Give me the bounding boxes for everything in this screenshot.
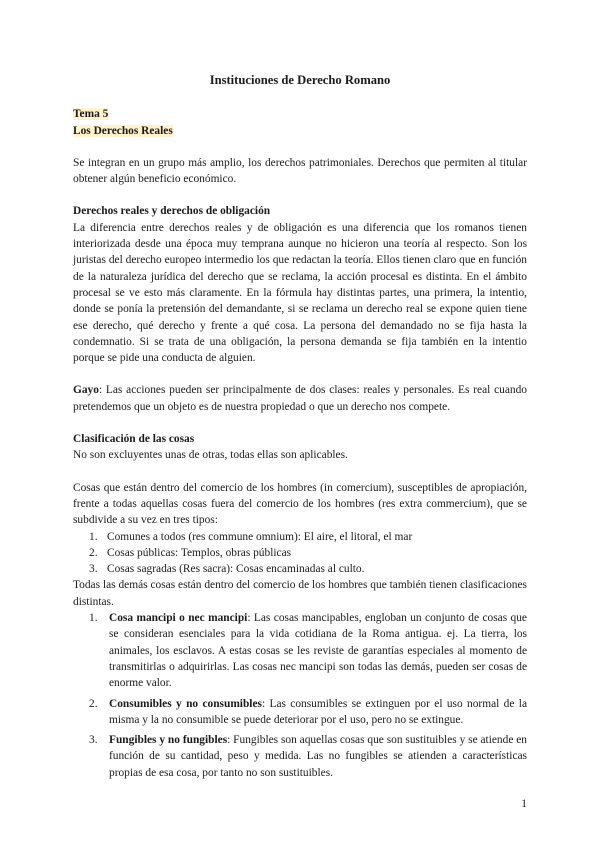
list-item-text: : Las cosas mancipables, engloban un conjunto de cosas que se consideran esenciales para la vida cotidiana de la Roma antigua. ej. La tierra, los animales, los esclavos. A estas cosas se les reviste de garantías especiales al momento de transmitirlas o adquirirlas. Las cosas nec mancipi son todas las demás, pueden ser cosas de enorme valor. bbox=[109, 612, 527, 690]
list-item-term: Cosa mancipi o nec mancipi bbox=[109, 612, 248, 625]
list-item bbox=[73, 561, 527, 577]
section-heading-clasificacion: Clasificación de las cosas bbox=[73, 433, 195, 446]
tema-number-text: Tema 5 bbox=[73, 108, 109, 121]
clasificacion-paragraph-2: Todas las demás cosas están dentro del comercio de los hombres que también tienen clasificaciones distintas. bbox=[73, 579, 527, 608]
list-item-text: : Fungibles son aquellas cosas que son sustituibles y se atiende en función de su cantidad, peso y medida. Las no fungibles se atienden a características propias de esa cosa, por tanto no son sustituibles. bbox=[109, 734, 528, 779]
list-item-text: Comunes a todos (res commune omnium): El aire, el litoral, el mar bbox=[107, 530, 413, 543]
list-item-term: Consumibles y no consumibles bbox=[109, 697, 262, 710]
section-body-derechos: La diferencia entre derechos reales y de obligación es una diferencia que los romanos tienen interiorizada desde una época muy temprana aunque no hicieron una teoría al respecto. Son los juristas del derecho europeo intermedio los que redactan la teoría. Ellos tienen claro que en función de la naturaleza jurídica del derecho que se reclama, la acción procesal es distinta. En el ámbito procesal se ve esto más claramente. En la fórmula hay distintas partes, una primera, la intentio, donde se ponía la pretensión del demandante, si se reclama un derecho real se expone quien tiene ese derecho, qué derecho y frente a qué cosa. La persona del demandado no se fija hasta la condemnatio. Si se trata de una obligación, la persona demanda se fija también en la intentio porque se pide una conducta de alguien. bbox=[73, 221, 527, 365]
document-title: Instituciones de Derecho Romano bbox=[209, 73, 391, 87]
extra-commercium-list bbox=[73, 529, 527, 578]
page-content bbox=[73, 72, 527, 785]
list-item-term: Fungibles y no fungibles bbox=[109, 734, 228, 747]
tema-number bbox=[73, 106, 527, 122]
tema-name-text: Los Derechos Reales bbox=[73, 124, 173, 137]
list-item bbox=[73, 610, 527, 691]
list-item-number: 1. bbox=[89, 612, 98, 625]
list-item-text: Cosas sagradas (Res sacra): Cosas encaminadas al culto. bbox=[107, 563, 365, 576]
gayo-text: : Las acciones pueden ser principalmente de dos clases: reales y personales. Es real cuando pretendemos que un objeto es de nuestra propiedad o que un derecho nos compete. bbox=[73, 384, 527, 413]
list-item-text: : Las consumibles se extinguen por el uso normal de la misma y la no consumible se puede deteriorar por el uso, pero no se extingue. bbox=[109, 697, 527, 726]
list-item-number: 3. bbox=[89, 563, 98, 576]
intro-paragraph: Se integran en un grupo más amplio, los derechos patrimoniales. Derechos que permiten al titular obtener algún beneficio económico. bbox=[73, 156, 527, 186]
clasificacion-line: No son excluyentes unas de otras, todas ellas son aplicables. bbox=[73, 449, 348, 462]
page-number: 1 bbox=[521, 798, 527, 810]
list-item bbox=[73, 696, 527, 729]
list-item-number: 2. bbox=[89, 697, 98, 710]
tema-name bbox=[73, 123, 527, 139]
list-item-number: 3. bbox=[89, 734, 98, 747]
list-item-number: 2. bbox=[89, 546, 98, 559]
list-item-number: 1. bbox=[89, 530, 98, 543]
list-item bbox=[73, 529, 527, 545]
clasificacion-paragraph: Cosas que están dentro del comercio de los hombres (in comercium), susceptibles de apropiación, frente a todas aquellas cosas fuera del comercio de los hombres (res extra commercium), que se subdivide a su vez en tres tipos: bbox=[73, 481, 527, 527]
list-item bbox=[73, 732, 527, 781]
gayo-label: Gayo bbox=[73, 384, 99, 397]
list-item bbox=[73, 545, 527, 561]
gayo-paragraph bbox=[73, 382, 527, 415]
clasificaciones-list bbox=[73, 610, 527, 781]
section-heading-derechos: Derechos reales y derechos de obligación bbox=[73, 205, 271, 218]
list-item-text: Cosas públicas: Templos, obras públicas bbox=[107, 546, 292, 559]
